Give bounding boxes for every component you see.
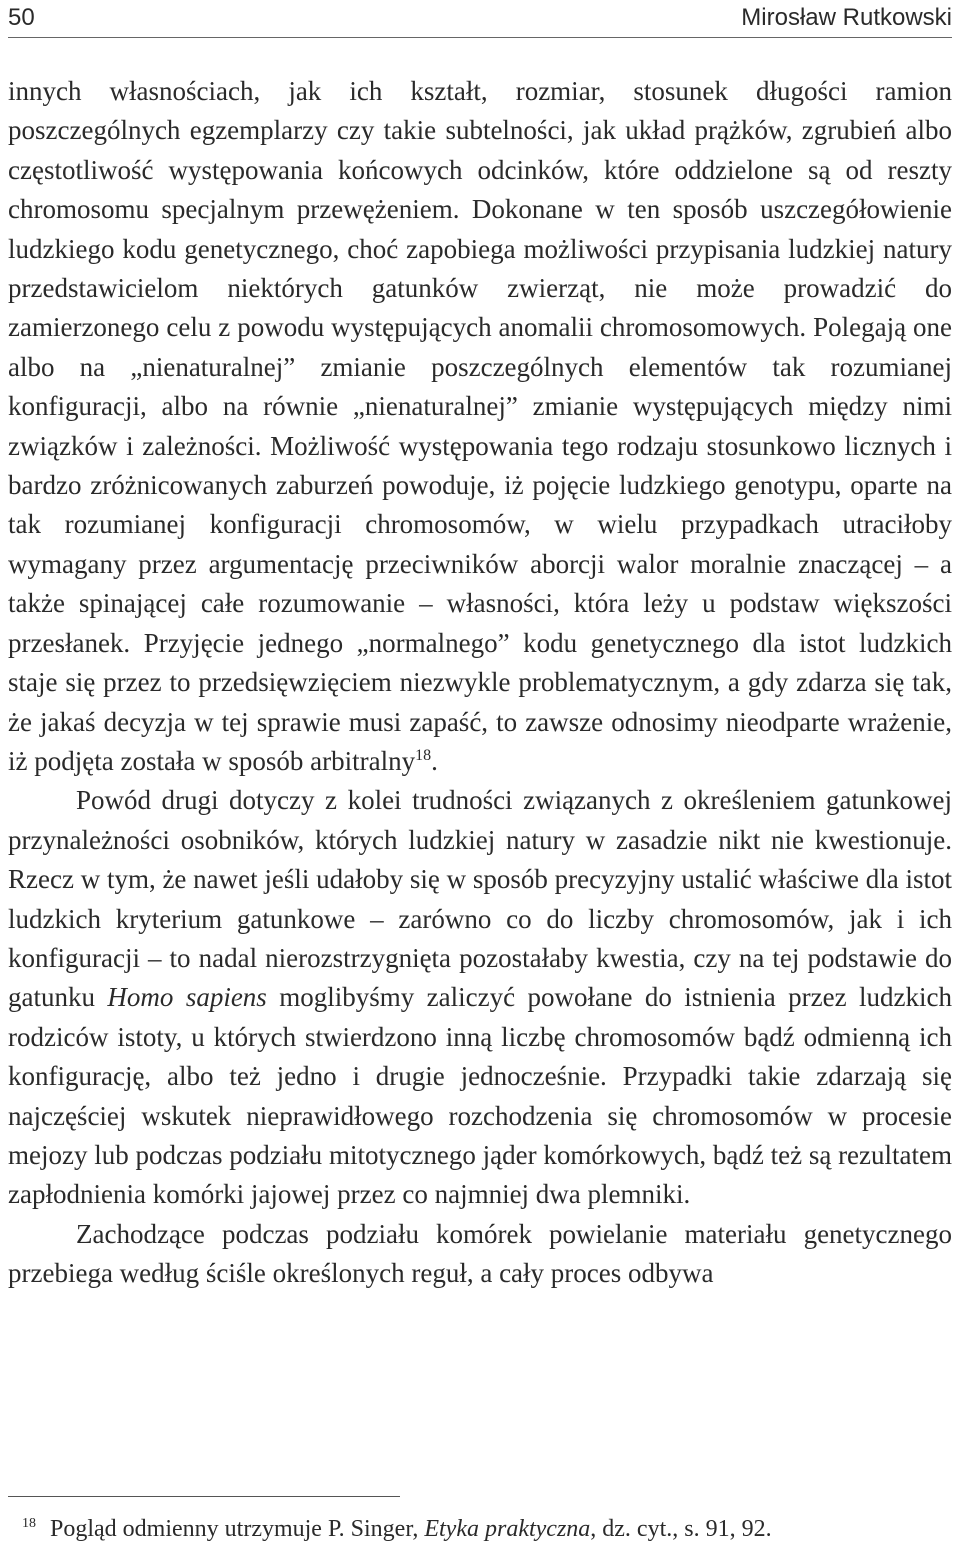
paragraph-1-text: innych własnościach, jak ich kształt, rozmiar, stosunek długości ramion poszczególnych egzemplarzy czy takie subtelności, jak układ prążków, zgrubień albo częstotliwość występowania końcowych odcinków, które oddzielone są od reszty chromosomu specjalnym przewężeniem. Dokonane w ten sposób uszczegółowienie ludzkiego kodu genetycznego, choć zapobiega możliwości przypisania ludzkiej natury przedstawicielom niektórych gatunków zwierząt, nie może prowadzić do zamierzonego celu z powodu występujących anomalii chromosomowych. Polegają one albo na „nienaturalnej” zmianie poszczególnych elementów tak rozumianej konfiguracji, albo na równie „nienaturalnej” zmianie występujących między nimi związków i zależności. Możliwość występowania tego rodzaju stosunkowo licznych i bardzo zróżnicowanych zaburzeń powoduje, iż pojęcie ludzkiego genotypu, oparte na tak rozumianej konfiguracji chromosomów, w wielu przypadkach utraciłoby wymagany przez argumentację przeciwników aborcji walor moralnie znaczącej – a także spinającej całe rozumowanie – własności, która leży u podstaw większości przesłanek. Przyjęcie jednego „normalnego” kodu genetycznego dla istot ludzkich staje się przez to przedsięwzięciem niezwykle problematycznym, a gdy zdarza się tak, że jakaś decyzja w tej sprawie musi zapaść, to zawsze odnosimy nieodparte wrażenie, iż podjęta została w sposób arbitralny	[8, 76, 952, 776]
running-head: Mirosław Rutkowski	[741, 4, 952, 31]
paragraph-3	[8, 1215, 952, 1294]
species-name: Homo sapiens	[107, 982, 267, 1013]
footnote-reference: 18	[415, 746, 432, 764]
paragraph-1-end: .	[431, 745, 438, 776]
body-text	[8, 72, 952, 1294]
footnote	[22, 1515, 952, 1543]
page-number: 50	[8, 4, 35, 31]
header-rule	[8, 37, 952, 38]
footnote-book-title: Etyka praktyczna	[424, 1516, 591, 1542]
paragraph-1	[8, 72, 952, 781]
page-header	[8, 0, 952, 40]
footnote-text-a: Pogląd odmienny utrzymuje P. Singer,	[50, 1516, 425, 1542]
paragraph-2	[8, 781, 952, 1214]
footnote-rule	[8, 1496, 400, 1497]
paragraph-3-text: Zachodzące podczas podziału komórek powielanie materiału genetycznego przebiega według ściśle określonych reguł, a cały proces odbywa	[8, 1218, 952, 1289]
footnote-text-b: , dz. cyt., s. 91, 92.	[590, 1516, 772, 1542]
paragraph-2-text-a: Powód drugi dotyczy z kolei trudności związanych z określeniem gatunkowej przynależności osobników, których ludzkiej natury w zasadzie nikt nie kwestionuje. Rzecz w tym, że nawet jeśli udałoby się w sposób precyzyjny ustalić właściwe dla istot ludzkich kryterium gatunkowe – zarówno co do liczby chromosomów, jak i ich konfiguracji – to nadal nierozstrzygnięta pozostałaby kwestia, czy na tej podstawie do gatunku	[8, 785, 952, 1013]
footnote-mark: 18	[22, 1516, 36, 1531]
paragraph-2-text-b: moglibyśmy zaliczyć powołane do istnienia przez ludzkich rodziców istoty, u których stwierdzono inną liczbę chromosomów bądź odmienną ich konfigurację, albo też jedno i drugie jednocześnie. Przypadki takie zdarzają się najczęściej wskutek nieprawidłowego rozchodzenia się chromosomów w procesie mejozy lub podczas podziału mitotycznego jąder komórkowych, bądź też są rezultatem zapłodnienia komórki jajowej przez co najmniej dwa plemniki.	[8, 982, 952, 1210]
